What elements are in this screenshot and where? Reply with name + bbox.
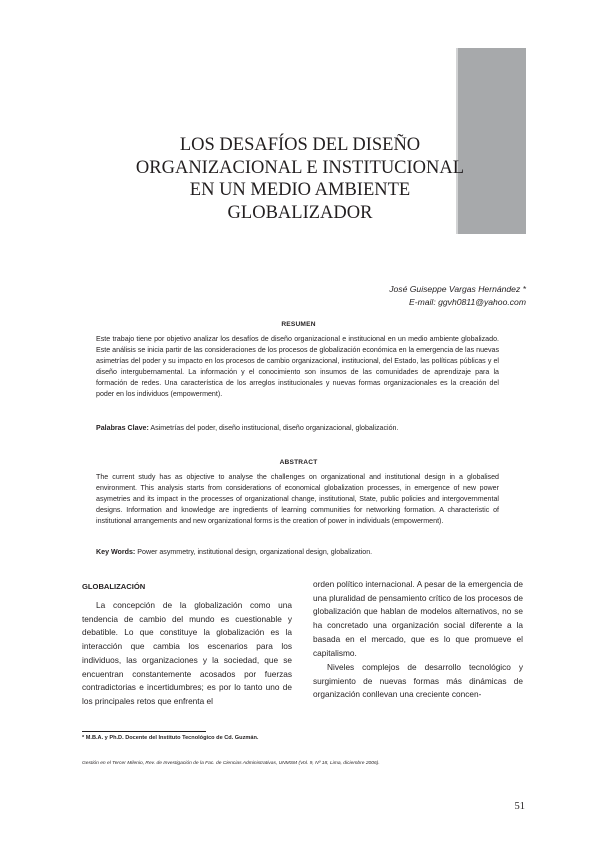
right-column-paragraph-2: Niveles complejos de desarrollo tecnológico y surgimiento de nuevas formas más dinámicas de organización conllevan una creciente concen-: [313, 662, 523, 700]
abstract-keywords-text: Power asymmetry, institutional design, organizational design, globalization.: [135, 548, 373, 556]
running-footer: Gestión en el Tercer Milenio, Rev. de Investigación de la Fac. de Ciencias Administrativas, UNMSM (Vol. 9, Nº 18, Lima, diciembre 2006).: [82, 761, 380, 766]
resumen-heading: RESUMEN: [281, 321, 316, 328]
resumen-keywords-text: Asimetrías del poder, diseño institucional, diseño organizacional, globalización.: [148, 424, 399, 432]
page-number: 51: [514, 801, 525, 812]
section-heading: GLOBALIZACIÓN: [82, 582, 146, 591]
abstract-keywords-label: Key Words:: [96, 548, 136, 556]
title-line-2: ORGANIZACIONAL E INSTITUCIONAL: [135, 157, 465, 178]
right-column-paragraph-1: orden político internacional. A pesar de la emergencia de una pluralidad de pensamiento crítico de los procesos de globalización que hablan de modelos alternativos, no se ha concretado una organización social diferente a la basada en el mercado, que es lo que promueve el capitalismo.: [313, 579, 523, 658]
author-email: E-mail: ggvh0811@yahoo.com: [408, 297, 526, 307]
author-block: [389, 283, 526, 309]
resumen-keywords: [96, 423, 499, 434]
resumen-body: Este trabajo tiene por objetivo analizar los desafíos de diseño organizacional e institucional en un medio ambiente globalizado. Este análisis se inicia partir de las consideraciones de los procesos de globalización económica en la emergencia de las nuevas asimetrías del poder y su impacto en los procesos de cambio organizacional, institucional, del Estado, las políticas públicas y el diseño intergubernamental. La información y el conocimiento son insumos de las comunidades de aprendizaje para la formación de redes. Una característica de los arreglos institucionales y nuevas formas organizacionales es la creación del poder en los individuos (empowerment).: [96, 335, 499, 398]
abstract-body: The current study has as objective to analyse the challenges on organizational and institutional design in a globalised environment. This analysis starts from considerations of economical globalization processes, in emergence of new power asymetries and its impact in the processes of organizational change, institutional, State, public policies and intergovernmental designs. Information and knowledge are ingredients of learning communities for networking formation. A characteristic of institutional arrangements and new organizational forms is the creation of power in individuals (empowerment).: [96, 473, 499, 525]
resumen-keywords-label: Palabras Clave:: [96, 424, 149, 432]
article-title: [95, 134, 505, 224]
abstract-heading: ABSTRACT: [279, 459, 318, 466]
title-line-3: EN UN MEDIO AMBIENTE: [189, 180, 411, 200]
author-name: José Guiseppe Vargas Hernández *: [389, 284, 526, 294]
left-column-text: La concepción de la globalización como una tendencia de cambio del mundo es cuestionable y debatible. Lo que constituye la globalización es la interacción que cambia los escenarios para los individuos, las organizaciones y la sociedad, que se encuentran constantemente acosados por fuerzas contradictorias e incertidumbres; es por lo tanto uno de los principales retos que enfrenta el: [82, 600, 292, 706]
footnote-rule: [82, 731, 206, 732]
title-line-1: LOS DESAFÍOS DEL DISEÑO: [179, 135, 421, 155]
footnote: * M.B.A. y Ph.D. Docente del Instituto Tecnológico de Cd. Guzmán.: [82, 735, 259, 741]
title-line-4: GLOBALIZADOR: [227, 202, 373, 223]
abstract-keywords: [96, 547, 499, 558]
